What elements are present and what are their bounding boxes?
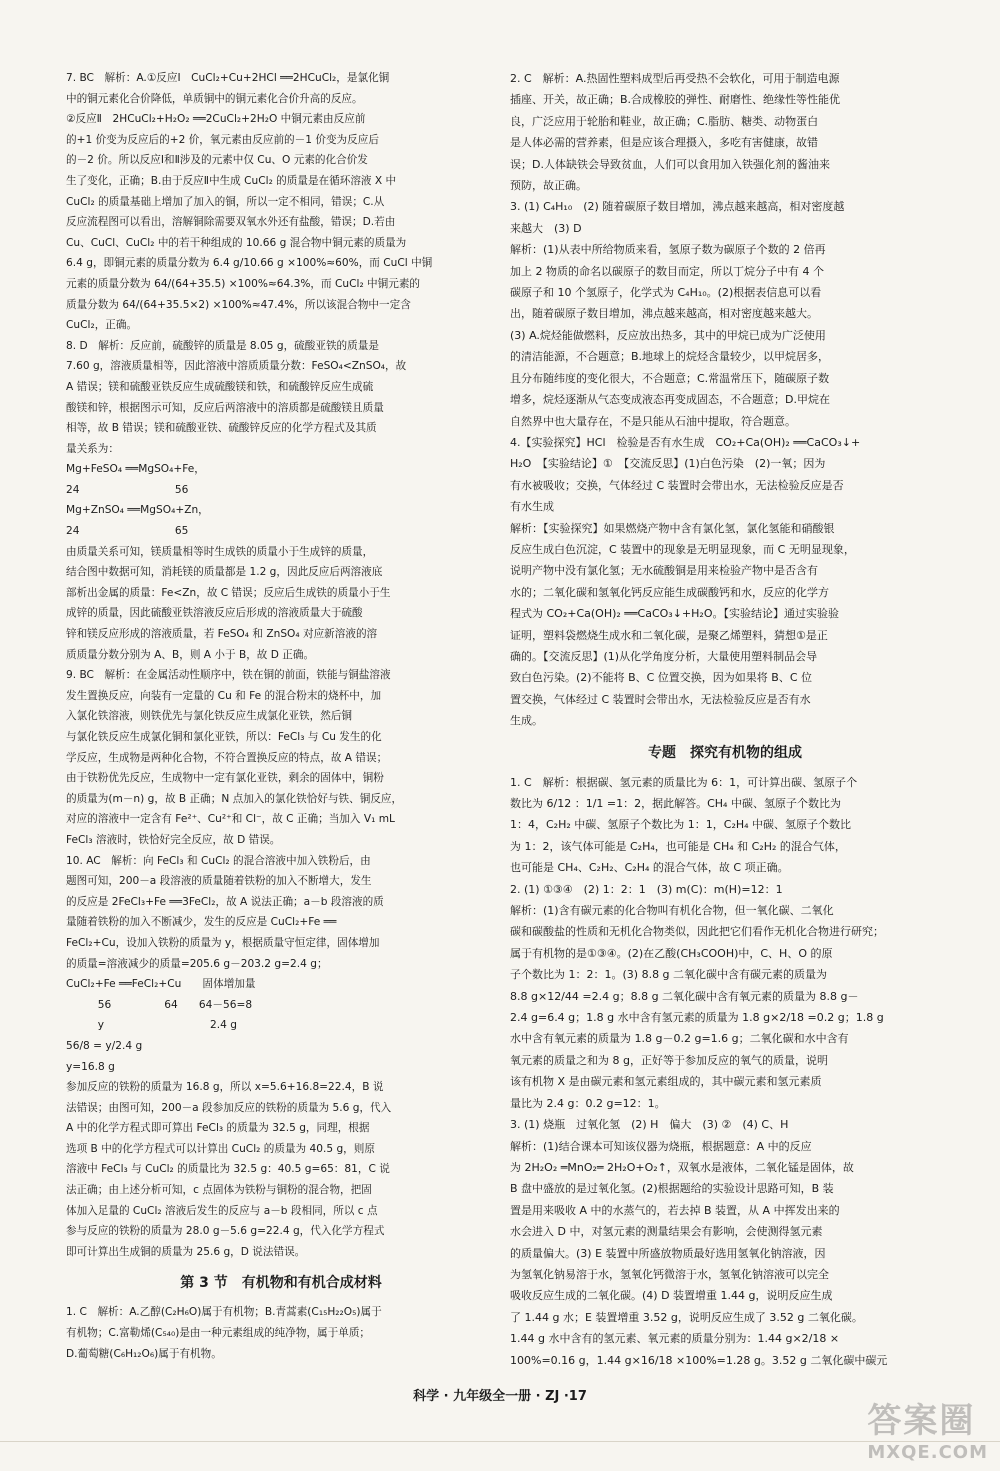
text-line: 由质量关系可知，镁质量相等时生成铁的质量小于生成锌的质量，	[66, 545, 374, 558]
text-line: 了 1.44 g 水；E 装置增重 3.52 g，说明反应生成了 3.52 g 二氧化碳。	[510, 1310, 863, 1324]
text-line: 法正确；由上述分析可知，c 点固体为铁粉与铜粉的混合物，把固	[66, 1184, 372, 1197]
text-line: 中的铜元素化合价降低，单质铜中的铜元素化合价升高的反应。	[66, 92, 363, 105]
text-line: 致白色污染。(2)不能将 B、C 位置交换，因为如果将 B、C 位	[510, 671, 813, 685]
text-line: 1：4，C₂H₂ 中碳、氢原子个数比为 1：1，C₂H₄ 中碳、氢原子个数比	[510, 818, 852, 832]
text-line: 置是用来吸收 A 中的水蒸气的，若去掉 B 装置，从 A 中挥发出来的	[510, 1203, 840, 1217]
text-line: 结合图中数据可知，消耗镁的质量都是 1.2 g，因此反应后两溶液底	[66, 566, 383, 579]
special-topic-title: 专题 探究有机物的组成	[648, 744, 802, 761]
text-line: 参与反应的铁粉的质量为 28.0 g－5.6 g=22.4 g，代入化学方程式	[66, 1225, 385, 1238]
text-line: CuCl₂+Fe ══FeCl₂+Cu 固体增加量	[66, 978, 256, 991]
text-line: H₂O 【实验结论】① 【交流反思】(1)白色污染 (2)一氧；因为	[510, 457, 826, 471]
text-line: D.葡萄糖(C₆H₁₂O₆)属于有机物。	[66, 1347, 222, 1360]
text-line: 3. (1) 烧瓶 过氧化氢 (2) H 偏大 (3) ② (4) C、H	[510, 1118, 789, 1132]
text-line: 误；D.人体缺铁会导致贫血，人们可以食用加入铁强化剂的酱油来	[510, 157, 830, 171]
text-line: 元素的质量分数为 64/(64+35.5) ×100%≈64.3%，而 CuCl₂ 中铜元素的	[66, 277, 421, 290]
text-line: 部析出金属的质量：Fe<Zn，故 C 错误；反应后生成铁的质量小于生	[66, 586, 391, 599]
text-line: 的－2 价。所以反应Ⅰ和Ⅱ涉及的元素中仅 Cu、O 元素的化合价发	[66, 154, 368, 167]
text-line: 对应的溶液中一定含有 Fe²⁺、Cu²⁺和 Cl⁻，故 C 正确；当加入 V₁ mL	[66, 813, 395, 826]
text-line: 为氢氧化钠易溶于水，氢氧化钙微溶于水，氢氧化钠溶液可以完全	[510, 1267, 829, 1281]
text-line: 的反应是 2FeCl₃+Fe ══3FeCl₂，故 A 说法正确；a－b 段溶液的质	[66, 895, 384, 908]
text-line: 1. C 解析：A.乙醇(C₂H₆O)属于有机物；B.青蒿素(C₁₅H₂₂O₅)属于	[66, 1306, 382, 1319]
text-line: 10. AC 解析：向 FeCl₃ 和 CuCl₂ 的混合溶液中加入铁粉后，由	[66, 854, 371, 867]
text-line: B 盘中盛放的是过氧化氢。(2)根据题给的实验设计思路可知，B 装	[510, 1182, 834, 1196]
text-line: 即可计算出生成铜的质量为 25.6 g，D 说法错误。	[66, 1245, 306, 1258]
text-line: Mg+ZnSO₄ ══MgSO₄+Zn，	[66, 504, 209, 517]
text-line: 酸镁和锌，根据图示可知，反应后两溶液中的溶质都是硫酸镁且质量	[66, 401, 384, 414]
text-line: 2. C 解析：A.热固性塑料成型后再受热不会软化，可用于制造电源	[510, 72, 840, 85]
text-line: 水的；二氧化碳和氢氧化钙反应能生成碳酸钙和水，反应的化学方	[510, 585, 829, 599]
text-line: 插座、开关，故正确；B.合成橡胶的弹性、耐磨性、绝缘性等性能优	[510, 93, 841, 107]
text-line: (3) A.烷烃能做燃料，反应放出热多，其中的甲烷已成为广泛使用	[510, 328, 826, 342]
text-line: 发生置换反应，向装有一定量的 Cu 和 Fe 的混合粉末的烧杯中，加	[66, 689, 382, 702]
text-line: 解析：【实验探究】如果燃烧产物中含有氯化氢，氯化氢能和硝酸银	[510, 521, 835, 535]
text-line: 碳和碳酸盐的性质和无机化合物类似，因此把它们看作无机化合物进行研究；	[510, 925, 884, 939]
text-line: 的质量=溶液减少的质量=205.6 g－203.2 g=2.4 g；	[66, 957, 328, 970]
text-line: 确的。【交流反思】(1)从化学角度分析，大量使用塑料制品会导	[510, 649, 818, 663]
text-line: 的质量为(m－n) g，故 B 正确；N 点加入的氯化铁恰好与铁、铜反应，	[66, 792, 403, 805]
section-3-title: 第 3 节 有机物和有机合成材料	[180, 1275, 382, 1292]
text-line: 8.8 g×12/44 =2.4 g；8.8 g 二氧化碳中含有氧元素的质量为 8.8 g－	[510, 989, 859, 1003]
text-line: 与氯化铁反应生成氯化铜和氯化亚铁，所以：FeCl₃ 与 Cu 发生的化	[66, 731, 382, 743]
text-line: 增多，烷烃逐渐从气态变成液态再变成固态，不合题意；D.甲烷在	[510, 393, 830, 407]
text-line: 碳原子和 10 个氢原子，化学式为 C₄H₁₀。(2)根据表信息可以看	[510, 286, 822, 300]
text-line: 是人体必需的营养素，但是应该合理摄入，多吃有害健康，故错	[510, 136, 818, 150]
footer-divider	[0, 1441, 1000, 1442]
text-line: y=16.8 g	[66, 1060, 115, 1073]
left-answer-block	[66, 68, 496, 1262]
text-line: 的+1 价变为反应后的+2 价，氧元素由反应前的－1 价变为反应后	[66, 133, 379, 146]
text-line: 锌和镁反应形成的溶液质量，若 FeSO₄ 和 ZnSO₄ 对应新溶液的溶	[66, 628, 378, 641]
text-line: 的质量偏大。(3) E 装置中所盛放物质最好选用氢氧化钠溶液，因	[510, 1246, 826, 1260]
text-line: 56 64 64－56=8	[66, 998, 253, 1011]
text-line: 氧元素的质量之和为 8 g，正好等于参加反应的氧气的质量，说明	[510, 1053, 828, 1067]
text-line: 56/8 = y/2.4 g	[66, 1039, 143, 1052]
text-line: 解析：(1)含有碳元素的化合物叫有机化合物，但一氧化碳、二氧化	[510, 904, 834, 918]
page-footer: 科学 · 九年级全一册 · ZJ ·17	[413, 1389, 587, 1404]
right-column	[510, 68, 940, 1371]
text-line: 4.【实验探究】HCl 检验是否有水生成 CO₂+Ca(OH)₂ ══CaCO₃↓+	[510, 435, 861, 449]
text-line: 1.44 g 水中含有的氢元素、氧元素的质量分别为：1.44 g×2/18 ×	[510, 1332, 840, 1346]
text-line: 且分布随纬度的变化很大，不合题意；C.常温常压下，随碳原子数	[510, 371, 830, 385]
section-3-answers	[66, 1302, 496, 1364]
text-line: 体加入足量的 CuCl₂ 溶液后发生的反应与 a－b 段相同，所以 c 点	[66, 1204, 378, 1217]
text-line: 数比为 6/12 ：1/1 =1：2，据此解答。CH₄ 中碳、氢原子个数比为	[510, 797, 841, 810]
text-line: 出，随着碳原子数目增加，沸点越来越高，相对密度越来越大。	[510, 307, 818, 321]
text-line: 由于铁粉优先反应，生成物中一定有氯化亚铁，剩余的固体中，铜粉	[66, 772, 384, 785]
text-line: 成锌的质量，因此硫酸亚铁溶液反应后形成的溶液质量大于硫酸	[66, 607, 363, 620]
text-line: 水中含有氧元素的质量为 1.8 g－0.2 g=1.6 g；二氧化碳和水中含有	[510, 1032, 849, 1046]
text-line: 9. BC 解析：在金属活动性顺序中，铁在铜的前面，铁能与铜盐溶液	[66, 669, 391, 682]
text-line: 量关系为：	[66, 442, 119, 455]
text-line: 自然界中也大量存在，不是只能从石油中提取，符合题意。	[510, 414, 796, 428]
text-line: 6.4 g，即铜元素的质量分数为 6.4 g/10.66 g ×100%≈60%，而 CuCl 中铜	[66, 257, 433, 270]
text-line: 入氯化铁溶液，则铁优先与氯化铁反应生成氯化亚铁，然后铜	[66, 710, 353, 723]
text-line: 子个数比为 1：2：1。(3) 8.8 g 二氧化碳中含有碳元素的质量为	[510, 968, 828, 982]
text-line: 良，广泛应用于轮胎和鞋业，故正确；C.脂肪、糖类、动物蛋白	[510, 114, 819, 128]
text-line: 说明产物中没有氯化氢；无水硫酸铜是用来检验产物中是否含有	[510, 564, 818, 578]
text-line: A 错误；镁和硫酸亚铁反应生成硫酸镁和铁，和硫酸锌反应生成硫	[66, 380, 374, 393]
text-line: 解析：(1)从表中所给物质来看，氢原子数为碳原子个数的 2 倍再	[510, 243, 826, 257]
text-line: Cu、CuCl、CuCl₂ 中的若干种组成的 10.66 g 混合物中铜元素的质量为	[66, 236, 407, 249]
text-line: Mg+FeSO₄ ══MgSO₄+Fe，	[66, 463, 205, 476]
text-line: ②反应Ⅱ 2HCuCl₂+H₂O₂ ══2CuCl₂+2H₂O 中铜元素由反应前	[66, 113, 366, 126]
text-line: 相等，故 B 错误；镁和硫酸亚铁、硫酸锌反应的化学方程式及其质	[66, 422, 377, 435]
text-line: 解析：(1)结合课本可知该仪器为烧瓶，根据题意：A 中的反应	[510, 1139, 812, 1153]
text-line: 反应生成白色沉淀，C 装置中的现象是无明显现象，而 C 无明显现象，	[510, 542, 855, 556]
text-line: 有机物；C.富勒烯(C₅₄₀)是由一种元素组成的纯净物，属于单质；	[66, 1327, 371, 1340]
text-line: 2.4 g=6.4 g；1.8 g 水中含有氢元素的质量为 1.8 g×2/18 =0.2 g；1.8 g	[510, 1011, 884, 1025]
text-line: 属于有机物的是①③④。(2)在乙酸(CH₃COOH)中，C、H、O 的原	[510, 946, 833, 960]
text-line: FeCl₃ 溶液时，铁恰好完全反应，故 D 错误。	[66, 833, 281, 846]
text-line: 程式为 CO₂+Ca(OH)₂ ══CaCO₃↓+H₂O。【实验结论】通过实验验	[510, 607, 839, 621]
watermark-main: 答案圈	[867, 1401, 976, 1441]
text-line: 7. BC 解析：A.①反应Ⅰ CuCl₂+Cu+2HCl ══2HCuCl₂，是氯化铜	[66, 72, 390, 84]
text-line: 量随着铁粉的加入不断减少，发生的反应是 CuCl₂+Fe ══	[66, 916, 337, 929]
text-line: 有水被吸收；交换，气体经过 C 装置时会带出水，无法检验反应是否	[510, 478, 844, 492]
text-line: CuCl₂ 的质量基础上增加了加入的铜，所以一定不相同，错误；C.从	[66, 195, 385, 208]
text-line: 2. (1) ①③④ (2) 1：2：1 (3) m(C)：m(H)=12：1	[510, 882, 783, 896]
text-line: 参加反应的铁粉的质量为 16.8 g，所以 x=5.6+16.8=22.4，B 说	[66, 1081, 384, 1094]
text-line: 7.60 g，溶液质量相等，因此溶液中溶质质量分数：FeSO₄<ZnSO₄，故	[66, 360, 407, 373]
text-line: 生成。	[510, 714, 543, 728]
left-column	[66, 68, 496, 1364]
text-line: 量比为 2.4 g：0.2 g=12：1。	[510, 1096, 666, 1110]
watermark-logo	[867, 1393, 988, 1463]
right-answer-block	[510, 68, 940, 732]
special-topic-answers	[510, 772, 940, 1371]
text-line: 24 56	[66, 483, 189, 496]
text-line: y 2.4 g	[66, 1019, 237, 1032]
text-line: A 中的化学方程式即可算出 FeCl₃ 的质量为 32.5 g，同理，根据	[66, 1122, 370, 1135]
text-line: 溶液中 FeCl₃ 与 CuCl₂ 的质量比为 32.5 g：40.5 g=65：81，C 说	[66, 1163, 390, 1176]
text-line: 置交换，气体经过 C 装置时会带出水，无法检验反应是否有水	[510, 692, 811, 706]
text-line: FeCl₂+Cu，设加入铁粉的质量为 y，根据质量守恒定律，固体增加	[66, 936, 380, 949]
text-line: 预防，故正确。	[510, 179, 587, 193]
text-line: 题图可知，200－a 段溶液的质量随着铁粉的加入不断增大，发生	[66, 875, 372, 888]
text-line: 反应流程图可以看出，溶解铜除需要双氧水外还有盐酸，错误；D.若由	[66, 216, 396, 229]
text-line: 该有机物 X 是由碳元素和氢元素组成的，其中碳元素和氢元素质	[510, 1075, 822, 1089]
text-line: 来越大 (3) D	[510, 221, 582, 235]
text-line: 法错误；由图可知，200－a 段参加反应的铁粉的质量为 5.6 g，代入	[66, 1101, 392, 1114]
text-line: 质质量分数分别为 A、B，则 A 小于 B，故 D 正确。	[66, 648, 315, 661]
text-line: 吸收反应生成的二氧化碳。(4) D 装置增重 1.44 g，说明反应生成	[510, 1289, 833, 1303]
text-line: 为 1：2，该气体可能是 C₂H₄，也可能是 CH₄ 和 C₂H₂ 的混合气体，	[510, 839, 846, 853]
text-line: CuCl₂，正确。	[66, 319, 138, 332]
text-line: 加上 2 物质的命名以碳原子的数目而定，所以丁烷分子中有 4 个	[510, 264, 824, 278]
watermark-sub: MXQE.COM	[867, 1442, 988, 1463]
text-line: 质量分数为 64/(64+35.5×2) ×100%≈47.4%，所以该混合物中一定含	[66, 298, 411, 311]
text-line: 8. D 解析：反应前，硫酸锌的质量是 8.05 g，硫酸亚铁的质量是	[66, 339, 379, 352]
text-line: 证明，塑料袋燃烧生成水和二氧化碳，是聚乙烯塑料，猜想①是正	[510, 628, 828, 642]
text-line: 24 65	[66, 525, 189, 538]
text-line: 1. C 解析：根据碳、氢元素的质量比为 6：1，可计算出碳、氢原子个	[510, 775, 858, 789]
text-line: 3. (1) C₄H₁₀ (2) 随着碳原子数目增加，沸点越来越高，相对密度越	[510, 200, 845, 214]
text-line: 的清洁能源，不合题意；B.地球上的烷烃含量较少，以甲烷居多，	[510, 350, 830, 364]
text-line: 生了变化，正确；B.由于反应Ⅱ中生成 CuCl₂ 的质量是在循环溶液 X 中	[66, 174, 397, 187]
text-line: 100%=0.16 g，1.44 g×16/18 ×100%=1.28 g。3.52 g 二氧化碳中碳元	[510, 1353, 888, 1367]
text-line: 学反应，生成物是两种化合物，不符合置换反应的特点，故 A 错误；	[66, 751, 388, 764]
text-line: 也可能是 CH₄、C₂H₂、C₂H₄ 的混合气体，故 C 项正确。	[510, 861, 789, 875]
text-line: 水会进入 D 中，对氢元素的测量结果会有影响，会使测得氢元素	[510, 1225, 823, 1239]
text-line: 为 2H₂O₂ ═MnO₂═ 2H₂O+O₂↑，双氧水是液体，二氧化锰是固体，故	[510, 1160, 854, 1174]
text-line: 选项 B 中的化学方程式可以计算出 CuCl₂ 的质量为 40.5 g，则原	[66, 1142, 375, 1155]
text-line: 有水生成	[510, 500, 554, 514]
